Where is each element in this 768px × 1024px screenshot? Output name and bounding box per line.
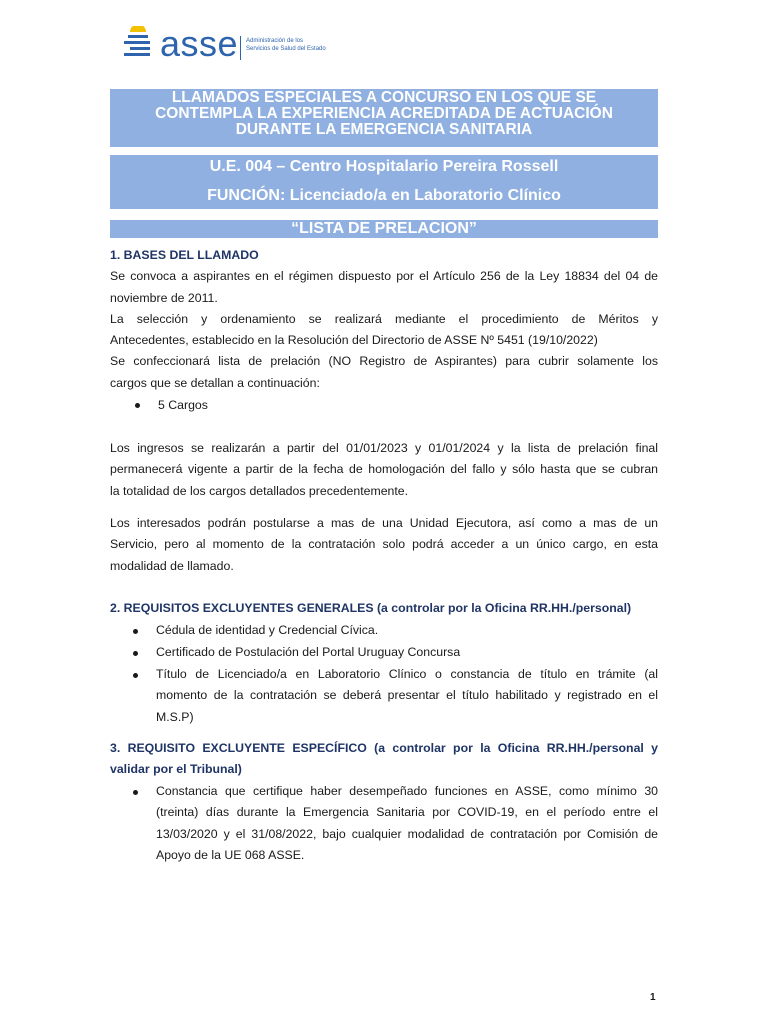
asse-logo — [122, 23, 372, 66]
logo-subtitle: Administración de los Servicios de Salud del Estado — [246, 38, 326, 52]
paragraph-line: permanecerá vigente a partir de la fecha de homologación del fallo y sólo hasta que se cubran — [110, 462, 658, 477]
paragraph-line: Los ingresos se realizarán a partir del 01/01/2023 y 01/01/2024 y la lista de prelación final — [110, 441, 658, 455]
funcion-title: FUNCIÓN: Licenciado/a en Laboratorio Clínico — [207, 187, 561, 204]
title-line-3: DURANTE LA EMERGENCIA SANITARIA — [235, 121, 533, 138]
paragraph-line: Se convoca a aspirantes en el régimen dispuesto por el Artículo 256 de la Ley 18834 del 04 de — [110, 269, 658, 284]
title-line-1: LLAMADOS ESPECIALES A CONCURSO EN LOS QUE SE — [171, 89, 597, 106]
section-1 — [110, 245, 658, 394]
bullet-icon — [135, 403, 140, 408]
paragraph-line: Se confeccionará lista de prelación (NO Registro de Aspirantes) para cubrir solamente los — [110, 354, 658, 369]
paragraph-line: noviembre de 2011. — [110, 290, 218, 305]
asse-sun-icon — [122, 26, 158, 66]
paragraph-line: Servicio, pero al momento de la contratación solo podrá acceder a un único cargo, en esta — [110, 537, 658, 552]
paragraph — [110, 513, 658, 577]
paragraph-line: modalidad de llamado. — [110, 558, 234, 573]
bullet-icon — [133, 673, 138, 678]
bullet-icon — [133, 629, 138, 634]
title-banner — [110, 89, 658, 147]
logo-wordmark: asse — [160, 23, 239, 64]
section-3-heading: 3. REQUISITO EXCLUYENTE ESPECÍFICO (a controlar por la Oficina RR.HH./personal y validar por el Tribunal) — [110, 741, 658, 777]
paragraph — [110, 438, 658, 502]
unit-banner — [110, 155, 658, 209]
lista-banner: “LISTA DE PRELACION” — [110, 220, 658, 238]
paragraph-line: Antecedentes, establecido en la Resolución del Directorio de ASSE Nº 5451 (19/10/2022) — [110, 333, 598, 348]
bullet-icon — [133, 790, 138, 795]
bullet-icon — [133, 651, 138, 656]
paragraph-line: Los interesados podrán postularse a mas de una Unidad Ejecutora, así como a mas de un — [110, 516, 658, 530]
paragraph-line: cargos que se detallan a continuación: — [110, 375, 320, 390]
section-2-heading: 2. REQUISITOS EXCLUYENTES GENERALES (a controlar por la Oficina RR.HH./personal) — [110, 601, 632, 615]
paragraph-line: la totalidad de los cargos detallados precedentemente. — [110, 483, 409, 498]
title-line-2: CONTEMPLA LA EXPERIENCIA ACREDITADA DE ACTUACIÓN — [155, 105, 613, 122]
logo-separator — [240, 36, 241, 60]
paragraph-line: La selección y ordenamiento se realizará mediante el procedimiento de Méritos y — [110, 311, 658, 326]
page-number: 1 — [650, 992, 656, 1003]
section-1-heading: 1. BASES DEL LLAMADO — [110, 248, 259, 262]
unit-title: U.E. 004 – Centro Hospitalario Pereira Rossell — [209, 158, 559, 175]
